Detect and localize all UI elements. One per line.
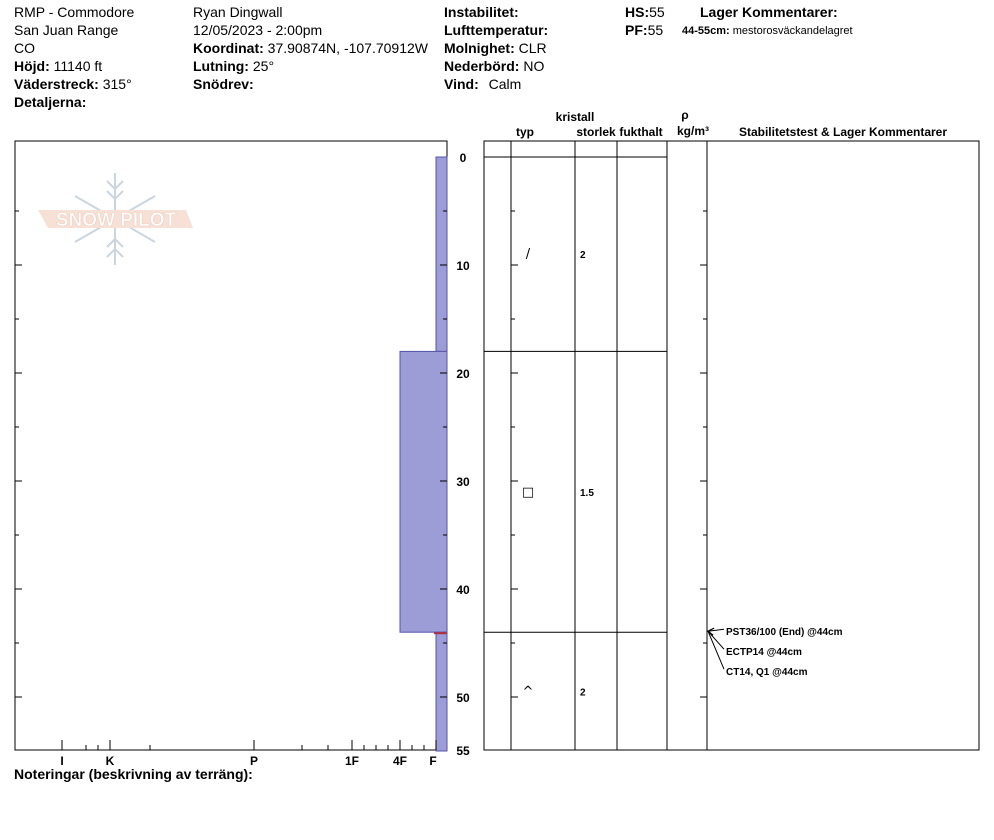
test-leader-line [708, 631, 724, 649]
hardness-plot-frame [15, 141, 447, 750]
layer-comment-text: mestorosväckandelagret [732, 25, 853, 37]
coordinates-value: 37.90874N, -107.70912W [267, 40, 428, 56]
air-temp-label: Lufttemperatur: [444, 22, 549, 38]
hardness-bars [400, 157, 447, 751]
stability-tests [708, 627, 843, 678]
precip-value: NO [523, 58, 545, 74]
depth-tick-label: 10 [456, 259, 470, 273]
depth-tick-label: 30 [456, 475, 470, 489]
aspect-value: 315° [102, 76, 132, 92]
hardness-tick-label: I [60, 754, 64, 768]
depth-axis [456, 151, 470, 758]
cloud-label: Molnighet: [444, 40, 515, 56]
precip-label: Nederbörd: [444, 58, 520, 74]
observer: Ryan Dingwall [193, 4, 283, 20]
logo-text: SNOW PILOT [55, 210, 177, 231]
grain-size: 1.5 [580, 487, 594, 499]
rho-header: ρ [681, 108, 689, 122]
hardness-tick-label: 1F [344, 754, 360, 768]
stability-header: Stabilitetstest & Lager Kommentarer [738, 125, 948, 139]
elevation-value: 11140 ft [53, 58, 103, 74]
typ-header: typ [516, 125, 534, 139]
depth-tick-label: 55 [456, 744, 470, 758]
hs-label: HS: [625, 4, 650, 20]
pf-value: 55 [647, 22, 664, 38]
mountain-range: San Juan Range [14, 22, 119, 38]
hardness-tick-label: 4F [392, 754, 408, 768]
cloud-value: CLR [518, 40, 547, 56]
layer-table-frame [484, 141, 979, 750]
hardness-axis [60, 740, 436, 768]
layer-comment-range: 44-55cm: [682, 25, 730, 37]
test-leader-line [708, 631, 724, 669]
fukthalt-header: fukthalt [619, 125, 663, 139]
hardness-bar [436, 632, 447, 751]
depth-tick-label: 50 [456, 691, 470, 705]
location-name: RMP - Commodore [14, 4, 135, 20]
stability-test-label: CT14, Q1 @44cm [726, 667, 808, 679]
pf-label: PF: [625, 22, 648, 38]
grain-size: 2 [580, 687, 586, 699]
hardness-bar [400, 351, 447, 632]
state: CO [14, 40, 35, 56]
datetime: 12/05/2023 - 2:00pm [193, 22, 323, 38]
instability-label: Instabilitet: [444, 4, 519, 20]
depth-tick-label: 0 [459, 151, 467, 165]
density-unit-header: kg/m³ [676, 124, 709, 138]
hardness-bar [436, 157, 447, 351]
storlek-header: storlek [576, 125, 616, 139]
slope-label: Lutning: [193, 58, 249, 74]
wind-value: Calm [488, 76, 522, 92]
depth-minor-ticks [15, 211, 707, 697]
stability-test-label: PST36/100 (End) @44cm [726, 627, 843, 639]
snow-drift-label: Snödrev: [193, 76, 254, 92]
stability-test-label: ECTP14 @44cm [726, 647, 802, 659]
snowpilot-logo [38, 173, 193, 265]
grain-type-symbol: ^ [522, 684, 534, 700]
grain-type-symbol: / [525, 247, 531, 263]
hs-value: 55 [649, 4, 665, 20]
grain-type-symbol: □ [521, 484, 535, 500]
hardness-tick-label: F [429, 754, 437, 768]
elevation-label: Höjd: [14, 58, 50, 74]
depth-tick-label: 40 [456, 583, 470, 597]
kristall-header: kristall [555, 110, 595, 124]
wind-label: Vind: [444, 76, 479, 92]
coordinates-label: Koordinat: [193, 40, 264, 56]
hardness-tick-label: K [105, 754, 115, 768]
grain-size: 2 [580, 250, 586, 262]
slope-value: 25° [252, 58, 275, 74]
terrain-notes-label: Noteringar (beskrivning av terräng): [14, 766, 253, 782]
hardness-tick-label: P [249, 754, 259, 768]
details-label: Detaljerna: [14, 94, 87, 110]
depth-tick-label: 20 [456, 367, 470, 381]
aspect-label: Väderstreck: [14, 76, 99, 92]
layer-comments-title: Lager Kommentarer: [700, 4, 838, 20]
